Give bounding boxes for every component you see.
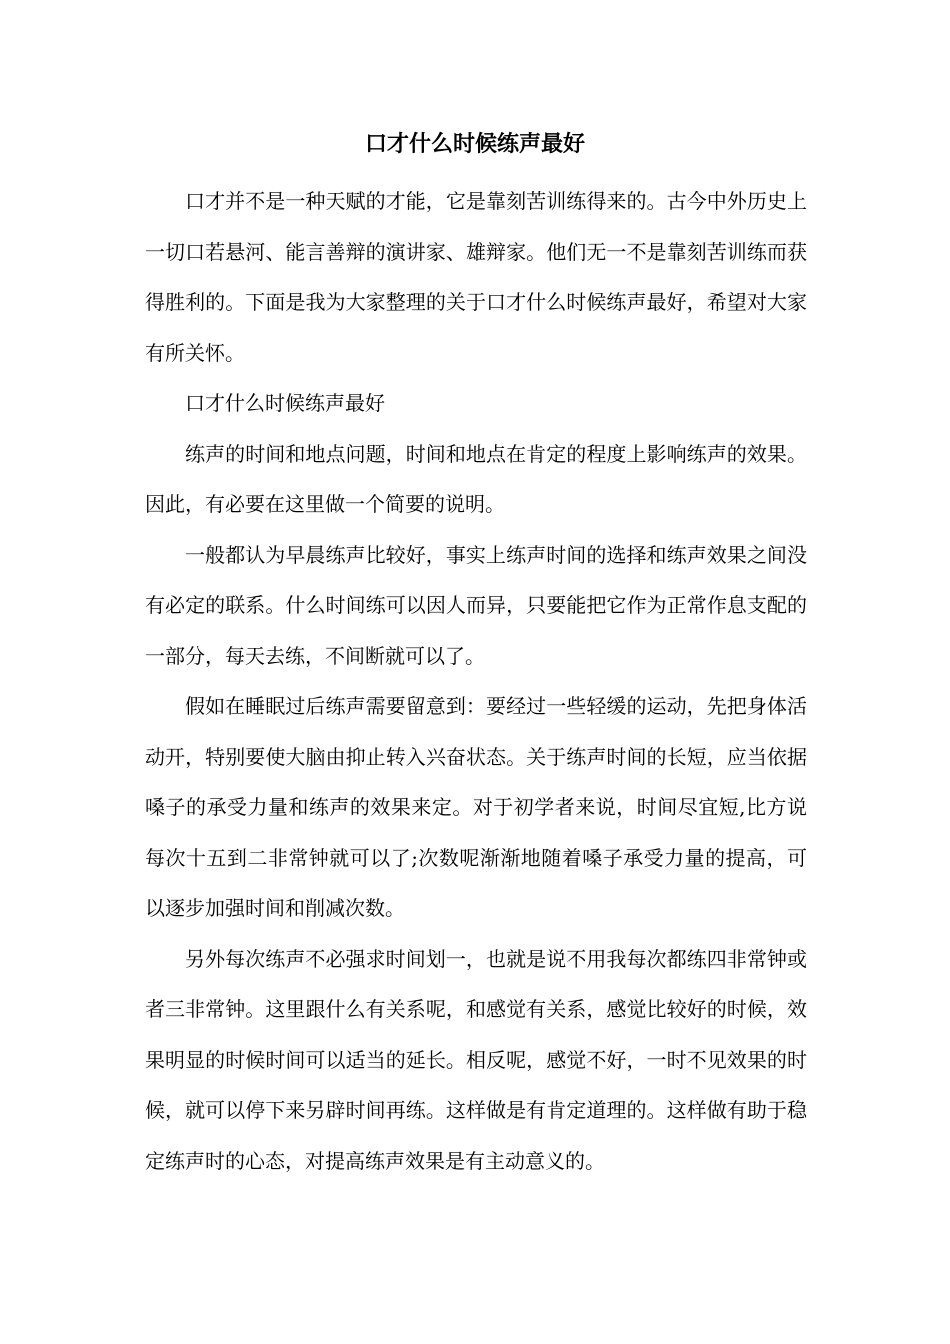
paragraph-subheading: 口才什么时候练声最好 [185,391,385,415]
paragraph-morning: 一般都认为早晨练声比较好，事实上练声时间的选择和练声效果之间没有必定的联系。什么时间练可以因人而异，只要能把它作为正常作息支配的一部分，每天去练，不间断就可以了。 [145,542,807,668]
paragraph-after-sleep: 假如在睡眠过后练声需要留意到：要经过一些轻缓的运动，先把身体活动开，特别要使大脑由抑止转入兴奋状态。关于练声时间的长短，应当依据嗓子的承受力量和练声的效果来定。对于初学者来说，时间尽宜短,比方说每次十五到二非常钟就可以了;次数呢渐渐地随着嗓子承受力量的提高，可以逐步加强时间和削减次数。 [145,694,807,920]
paragraph-time-place: 练声的时间和地点问题，时间和地点在肯定的程度上影响练声的效果。因此，有必要在这里做一个简要的说明。 [145,441,807,516]
paragraph-duration: 另外每次练声不必强求时间划一，也就是说不用我每次都练四非常钟或者三非常钟。这里跟什么有关系呢，和感觉有关系，感觉比较好的时候，效果明显的时候时间可以适当的延长。相反呢，感觉不好，一时不见效果的时候，就可以停下来另辟时间再练。这样做是有肯定道理的。这样做有助于稳定练声时的心态，对提高练声效果是有主动意义的。 [145,946,807,1173]
paragraph-intro: 口才并不是一种天赋的才能，它是靠刻苦训练得来的。古今中外历史上一切口若悬河、能言善辩的演讲家、雄辩家。他们无一不是靠刻苦训练而获得胜利的。下面是我为大家整理的关于口才什么时候练声最好，希望对大家有所关怀。 [145,189,807,365]
document-title: 口才什么时候练声最好 [364,132,585,157]
document-body [145,176,807,1186]
